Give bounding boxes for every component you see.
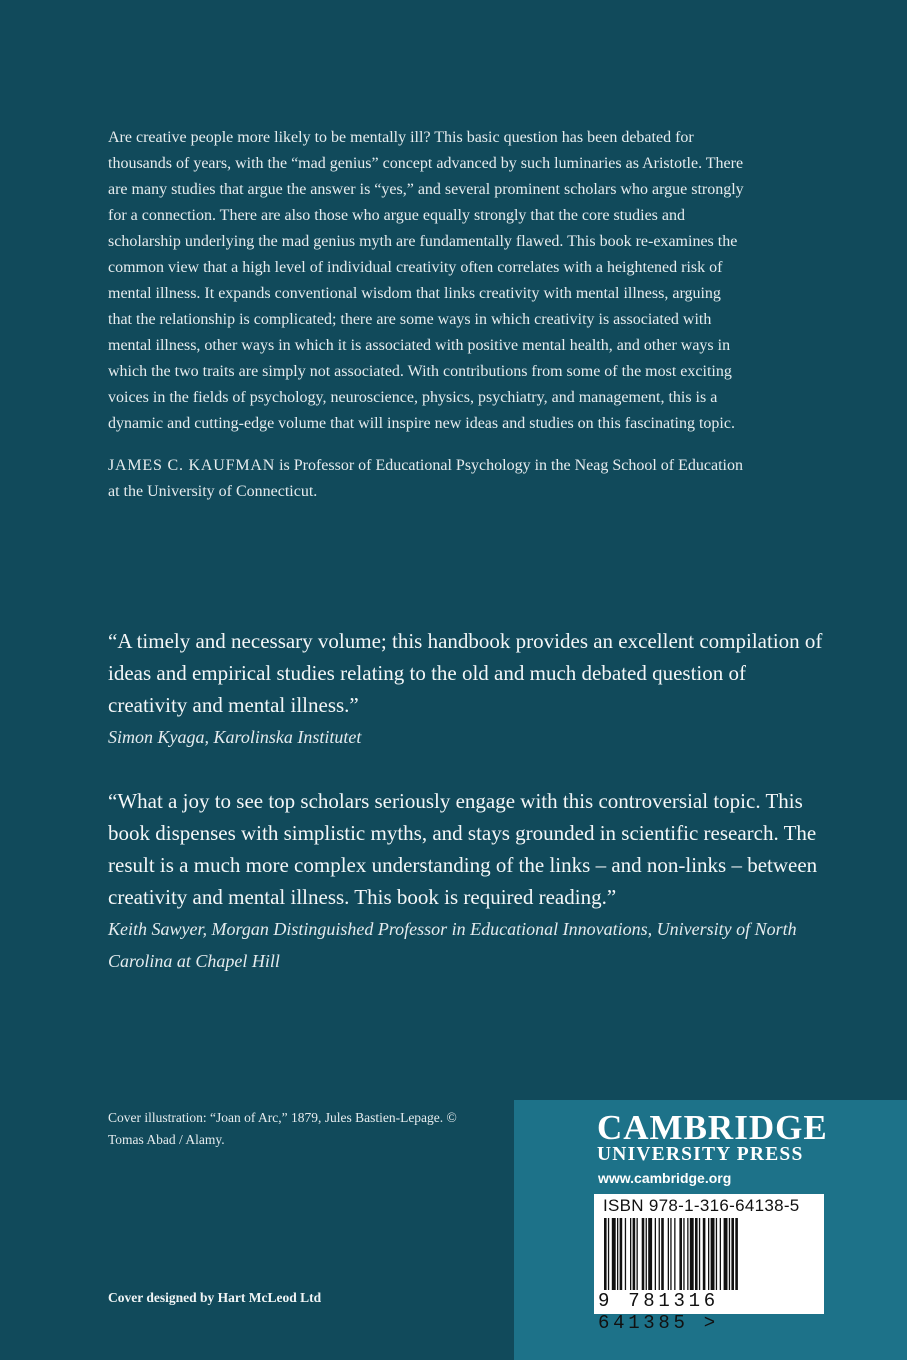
barcode-bar xyxy=(690,1218,694,1290)
barcode-bar xyxy=(711,1218,715,1290)
barcode-bar xyxy=(633,1218,636,1290)
endorsement-quote-2 xyxy=(108,785,828,977)
endorsement-quote-1 xyxy=(108,625,828,753)
barcode-bar xyxy=(630,1218,631,1290)
barcode-bar xyxy=(625,1218,626,1290)
quote-text: “What a joy to see top scholars seriously engage with this controversial topic. This book dispenses with simplistic myths, and stays grounded in scientific research. The result is a much more complex understanding of the links – and non-links – between creativity and mental illness. This book is required reading.” xyxy=(108,789,818,909)
publisher-panel xyxy=(514,1100,907,1360)
publisher-press: UNIVERSITY PRESS xyxy=(597,1144,804,1165)
barcode-bar xyxy=(648,1218,652,1290)
barcode-bar xyxy=(637,1218,638,1290)
quote-text: “A timely and necessary volume; this handbook provides an excellent compilation of ideas and empirical studies relating to the old and much debated question of creativity and mental illness.” xyxy=(108,629,823,717)
isbn-label: ISBN 978-1-316-64138-5 xyxy=(603,1196,800,1215)
barcode-bar xyxy=(608,1218,609,1290)
description-paragraph: Are creative people more likely to be mentally ill? This basic question has been debated for thousands of years, with the “mad genius” concept advanced by such luminaries as Aristotle. There are many studies that argue the answer is “yes,” and several prominent scholars who argue strongly for a connection. There are also those who argue equally strongly that the core studies and scholarship underlying the mad genius myth are fundamentally flawed. This book re-examines the common view that a high level of individual creativity often correlates with a heightened risk of mental illness. It expands conventional wisdom that links creativity with mental illness, arguing that the relationship is complicated; there are some ways in which creativity is associated with mental illness, other ways in which it is associated with positive mental health, and other ways in which the two traits are simply not associated. With contributions from some of the most exciting voices in the fields of psychology, neuroscience, physics, psychiatry, and management, this is a dynamic and cutting-edge volume that will inspire new ideas and studies on this fascinating topic. xyxy=(108,129,744,432)
barcode-bar xyxy=(659,1218,660,1290)
quote-attribution: Simon Kyaga, Karolinska Institutet xyxy=(108,727,362,747)
barcode-bar xyxy=(642,1218,645,1290)
publisher-website: www.cambridge.org xyxy=(598,1170,732,1186)
barcode-bar xyxy=(683,1218,684,1290)
barcode-bar xyxy=(661,1218,664,1290)
barcode-box xyxy=(594,1194,824,1334)
barcode-bar xyxy=(646,1218,647,1290)
barcode-bar xyxy=(687,1218,688,1290)
barcode-icon xyxy=(602,1218,814,1290)
barcode-bar xyxy=(699,1218,700,1290)
barcode-bar xyxy=(724,1218,728,1290)
publisher-name: CAMBRIDGE xyxy=(597,1108,828,1147)
barcode-bar xyxy=(716,1218,717,1290)
barcode-bar xyxy=(674,1218,675,1290)
ean-digits: 9 781316 641385 > xyxy=(598,1290,719,1334)
barcode-bar xyxy=(695,1218,698,1290)
quote-attribution: Keith Sawyer, Morgan Distinguished Professor in Educational Innovations, University of North Carolina at Chapel Hill xyxy=(108,919,797,971)
back-cover-blurb xyxy=(108,125,748,505)
barcode-bar xyxy=(731,1218,734,1290)
barcode-bar xyxy=(617,1218,618,1290)
barcode-bar xyxy=(729,1218,730,1290)
barcode-bar xyxy=(735,1218,738,1290)
author-name: JAMES C. KAUFMAN xyxy=(108,457,276,474)
cover-designer-credit: Cover designed by Hart McLeod Ltd xyxy=(108,1290,322,1305)
barcode-bar xyxy=(612,1218,616,1290)
barcode-bar xyxy=(620,1218,623,1290)
barcode-bar xyxy=(655,1218,656,1290)
author-bio xyxy=(108,453,748,505)
barcode-bar xyxy=(708,1218,709,1290)
barcode-bar xyxy=(670,1218,671,1290)
author-bio-text: is Professor of Educational Psychology in the Neag School of Education at the University of Connecticut. xyxy=(108,457,743,500)
barcode-bar xyxy=(668,1218,669,1290)
barcode-bar xyxy=(679,1218,682,1290)
barcode-bar xyxy=(703,1218,706,1290)
barcode-bar xyxy=(720,1218,721,1290)
cover-illustration-credit: Cover illustration: “Joan of Arc,” 1879, Jules Bastien-Lepage. © Tomas Abad / Alamy. xyxy=(108,1110,457,1147)
barcode-bar xyxy=(604,1218,607,1290)
